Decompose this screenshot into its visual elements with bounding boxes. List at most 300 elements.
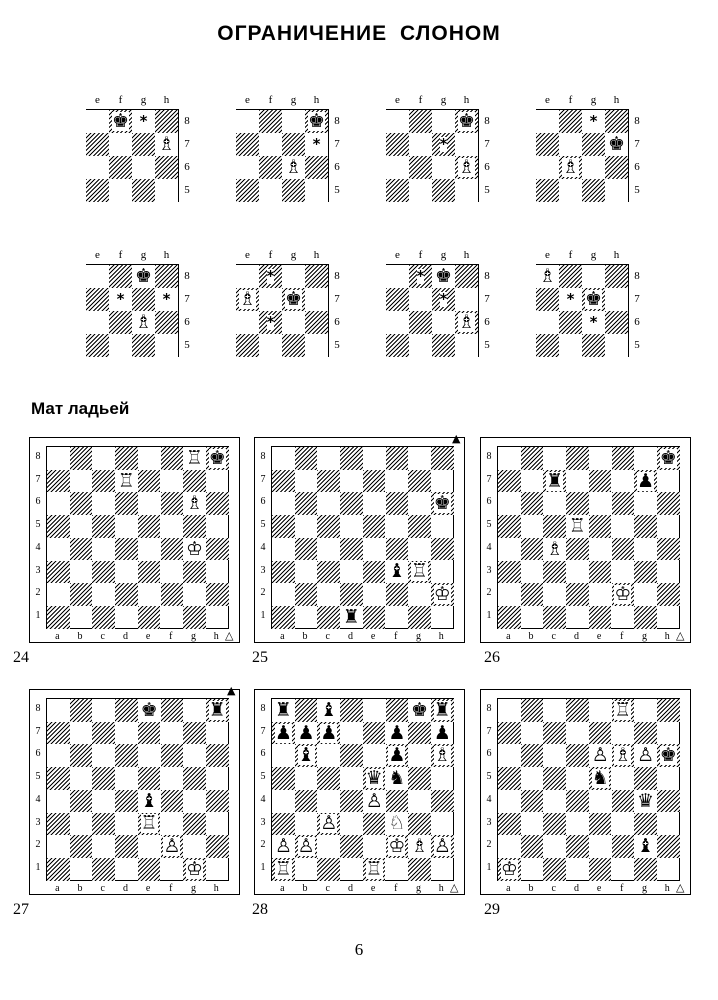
dark-square — [543, 722, 566, 745]
board-right-border — [328, 109, 329, 202]
dark-square — [582, 334, 605, 357]
black-rook-icon: ♜ — [274, 698, 292, 721]
white-pawn-icon: ♙ — [274, 835, 292, 858]
rank-label: 7 — [484, 138, 490, 150]
black-bishop-icon: ♝ — [140, 789, 158, 812]
dark-square — [566, 538, 589, 561]
dark-square — [498, 813, 521, 836]
dark-square — [408, 606, 431, 629]
dark-square — [431, 538, 454, 561]
dark-square — [282, 133, 305, 156]
dark-square — [183, 561, 206, 584]
white-triangle-icon: △ — [676, 628, 685, 642]
chess-diagram — [13, 684, 241, 929]
board-right-border — [178, 264, 179, 357]
dark-square — [498, 470, 521, 493]
file-label: g — [440, 94, 447, 106]
dark-square — [363, 813, 386, 836]
black-king-icon: ♚ — [457, 110, 476, 132]
file-label: c — [100, 882, 105, 894]
black-pawn-icon: ♟ — [388, 721, 406, 744]
dark-square — [138, 515, 161, 538]
file-label: f — [568, 249, 573, 261]
rank-label: 1 — [486, 609, 492, 621]
rank-label: 2 — [260, 587, 266, 599]
dark-square — [47, 767, 70, 790]
rank-label: 7 — [634, 293, 640, 305]
dark-square — [317, 858, 340, 881]
dark-square — [109, 311, 132, 334]
dark-square — [70, 699, 93, 722]
asterisk-icon: * — [116, 290, 125, 308]
dark-square — [605, 156, 628, 179]
dark-square — [92, 470, 115, 493]
black-knight-icon: ♞ — [388, 766, 406, 789]
dark-square — [115, 492, 138, 515]
dark-square — [183, 470, 206, 493]
rank-label: 6 — [486, 496, 492, 508]
dark-square — [409, 156, 432, 179]
dark-square — [386, 334, 409, 357]
white-triangle-icon: △ — [676, 880, 685, 894]
black-king-icon: ♚ — [659, 744, 677, 767]
black-king-icon: ♚ — [208, 446, 226, 469]
file-label: e — [395, 249, 400, 261]
rank-label: 5 — [484, 184, 490, 196]
black-rook-icon: ♜ — [546, 469, 564, 492]
dark-square — [605, 311, 628, 334]
dark-square — [386, 583, 409, 606]
dark-square — [363, 606, 386, 629]
file-label: h — [163, 249, 170, 261]
file-label: h — [213, 630, 219, 642]
file-label: e — [95, 94, 100, 106]
white-pawn-icon: ♙ — [591, 744, 609, 767]
file-label: f — [568, 94, 573, 106]
rank-label: 6 — [260, 748, 266, 760]
board-right-border — [628, 109, 629, 202]
file-label: h — [163, 94, 170, 106]
dark-square — [543, 606, 566, 629]
dark-square — [305, 156, 328, 179]
dark-square — [634, 722, 657, 745]
rank-label: 4 — [260, 793, 266, 805]
white-bishop-icon: ♗ — [457, 156, 476, 178]
dark-square — [409, 110, 432, 133]
dark-square — [86, 334, 109, 357]
rank-label: 8 — [484, 115, 490, 127]
black-knight-icon: ♞ — [591, 766, 609, 789]
dark-square — [115, 835, 138, 858]
file-label: a — [55, 882, 60, 894]
dark-square — [657, 699, 680, 722]
file-label: e — [245, 94, 250, 106]
rank-label: 8 — [486, 451, 492, 462]
file-label: g — [416, 630, 422, 642]
black-queen-icon: ♛ — [637, 789, 655, 812]
dark-square — [115, 744, 138, 767]
dark-square — [559, 265, 582, 288]
file-label: a — [55, 630, 60, 642]
white-rook-icon: ♖ — [117, 469, 135, 492]
dark-square — [455, 265, 478, 288]
dark-square — [498, 515, 521, 538]
file-label: g — [642, 882, 648, 894]
file-label: e — [95, 249, 100, 261]
rank-label: 6 — [184, 316, 190, 328]
rank-label: 8 — [634, 115, 640, 127]
white-bishop-icon: ♗ — [433, 744, 451, 767]
file-label: a — [506, 882, 511, 894]
file-label: a — [280, 882, 285, 894]
diagram-number: 25 — [252, 649, 268, 666]
asterisk-icon: * — [266, 313, 275, 331]
dark-square — [589, 470, 612, 493]
rank-label: 5 — [260, 519, 266, 531]
mini-diagram — [386, 95, 506, 210]
dark-square — [70, 744, 93, 767]
dark-square — [206, 744, 229, 767]
rank-label: 8 — [486, 703, 492, 714]
file-label: h — [213, 882, 219, 894]
asterisk-icon: * — [266, 267, 275, 285]
dark-square — [589, 722, 612, 745]
dark-square — [317, 767, 340, 790]
rank-label: 3 — [35, 564, 41, 576]
board-right-border — [628, 264, 629, 357]
dark-square — [612, 492, 635, 515]
dark-square — [536, 288, 559, 311]
dark-square — [543, 561, 566, 584]
dark-square — [295, 583, 318, 606]
asterisk-icon: * — [566, 290, 575, 308]
chess-diagram — [252, 432, 466, 677]
file-label: b — [77, 882, 83, 894]
black-bishop-icon: ♝ — [320, 698, 338, 721]
white-bishop-icon: ♗ — [614, 744, 632, 767]
file-label: h — [313, 249, 320, 261]
file-label: c — [551, 630, 556, 642]
dark-square — [566, 835, 589, 858]
file-label: e — [145, 630, 151, 642]
dark-square — [521, 538, 544, 561]
dark-square — [92, 858, 115, 881]
file-label: d — [122, 882, 128, 894]
dark-square — [317, 606, 340, 629]
dark-square — [605, 265, 628, 288]
white-rook-icon: ♖ — [568, 514, 586, 537]
file-label: h — [613, 94, 620, 106]
rank-label: 2 — [486, 839, 492, 851]
white-bishop-icon: ♗ — [457, 311, 476, 333]
black-rook-icon: ♜ — [342, 605, 360, 628]
chess-diagram — [254, 689, 466, 929]
rank-label: 7 — [634, 138, 640, 150]
dark-square — [657, 538, 680, 561]
file-label: g — [191, 630, 197, 642]
dark-square — [236, 334, 259, 357]
rank-label: 3 — [486, 816, 492, 828]
rank-label: 7 — [486, 473, 492, 485]
dark-square — [521, 447, 544, 470]
rank-label: 7 — [334, 293, 340, 305]
rank-label: 7 — [184, 293, 190, 305]
rank-label: 8 — [184, 270, 190, 282]
black-rook-icon: ♜ — [208, 698, 226, 721]
file-label: g — [191, 882, 197, 894]
dark-square — [543, 515, 566, 538]
rank-label: 4 — [486, 541, 492, 553]
dark-square — [612, 790, 635, 813]
black-king-icon: ♚ — [284, 288, 303, 310]
black-queen-icon: ♛ — [365, 766, 383, 789]
dark-square — [70, 583, 93, 606]
dark-square — [432, 334, 455, 357]
dark-square — [206, 492, 229, 515]
white-king-icon: ♔ — [500, 857, 518, 880]
file-label: e — [545, 249, 550, 261]
file-label: f — [118, 249, 123, 261]
dark-square — [47, 470, 70, 493]
dark-square — [272, 813, 295, 836]
rank-label: 1 — [486, 861, 492, 873]
file-label: e — [545, 94, 550, 106]
dark-square — [236, 133, 259, 156]
dark-square — [589, 561, 612, 584]
file-label: d — [347, 882, 353, 894]
dark-square — [566, 583, 589, 606]
file-label: h — [613, 249, 620, 261]
rank-label: 6 — [634, 316, 640, 328]
white-pawn-icon: ♙ — [365, 789, 383, 812]
chess-diagram — [480, 437, 692, 677]
dark-square — [161, 744, 184, 767]
dark-square — [161, 790, 184, 813]
white-triangle-icon: △ — [450, 880, 459, 894]
chessboard — [271, 446, 454, 629]
dark-square — [272, 606, 295, 629]
mini-diagram — [86, 95, 206, 210]
rank-label: 6 — [484, 161, 490, 173]
black-bishop-icon: ♝ — [637, 835, 655, 858]
rank-label: 6 — [484, 316, 490, 328]
dark-square — [206, 538, 229, 561]
white-knight-icon: ♘ — [388, 812, 406, 835]
white-rook-icon: ♖ — [365, 857, 383, 880]
dark-square — [657, 790, 680, 813]
dark-square — [272, 470, 295, 493]
dark-square — [47, 606, 70, 629]
file-label: e — [370, 882, 376, 894]
file-label: f — [620, 630, 624, 642]
mini-diagram — [86, 250, 206, 365]
file-label: h — [463, 249, 470, 261]
dark-square — [92, 606, 115, 629]
white-bishop-icon: ♗ — [157, 133, 176, 155]
rank-label: 5 — [634, 339, 640, 351]
black-rook-icon: ♜ — [433, 698, 451, 721]
dark-square — [589, 606, 612, 629]
file-label: g — [290, 249, 297, 261]
rank-label: 6 — [35, 496, 41, 508]
rank-label: 5 — [484, 339, 490, 351]
dark-square — [47, 561, 70, 584]
dark-square — [431, 790, 454, 813]
file-label: g — [140, 249, 147, 261]
white-rook-icon: ♖ — [140, 812, 158, 835]
dark-square — [521, 699, 544, 722]
dark-square — [386, 538, 409, 561]
dark-square — [115, 699, 138, 722]
rank-label: 8 — [35, 703, 41, 714]
dark-square — [138, 767, 161, 790]
dark-square — [115, 790, 138, 813]
rank-label: 6 — [634, 161, 640, 173]
diagram-number: 27 — [13, 901, 29, 918]
dark-square — [543, 858, 566, 881]
white-bishop-icon: ♗ — [186, 492, 204, 515]
rank-label: 8 — [334, 115, 340, 127]
white-bishop-icon: ♗ — [284, 156, 303, 178]
asterisk-icon: * — [139, 112, 148, 130]
black-pawn-icon: ♟ — [637, 469, 655, 492]
dark-square — [161, 492, 184, 515]
dark-square — [109, 265, 132, 288]
board-right-border — [478, 264, 479, 357]
dark-square — [317, 515, 340, 538]
dark-square — [521, 492, 544, 515]
mini-diagram — [236, 95, 356, 210]
rank-label: 1 — [260, 861, 266, 873]
diagram-number: 29 — [484, 901, 500, 918]
white-bishop-icon: ♗ — [561, 156, 580, 178]
black-king-icon: ♚ — [584, 288, 603, 310]
rank-label: 1 — [35, 609, 41, 621]
dark-square — [605, 110, 628, 133]
dark-square — [386, 447, 409, 470]
dark-square — [259, 156, 282, 179]
dark-square — [498, 767, 521, 790]
dark-square — [161, 583, 184, 606]
rank-label: 7 — [334, 138, 340, 150]
dark-square — [432, 179, 455, 202]
dark-square — [634, 515, 657, 538]
file-label: f — [268, 249, 273, 261]
rank-label: 7 — [35, 473, 41, 485]
file-label: b — [302, 882, 308, 894]
black-king-icon: ♚ — [134, 265, 153, 287]
dark-square — [657, 492, 680, 515]
file-label: b — [528, 882, 534, 894]
dark-square — [340, 492, 363, 515]
dark-square — [634, 606, 657, 629]
rank-label: 6 — [334, 161, 340, 173]
dark-square — [295, 790, 318, 813]
dark-square — [47, 858, 70, 881]
dark-square — [259, 110, 282, 133]
mini-diagram — [386, 250, 506, 365]
dark-square — [70, 447, 93, 470]
rank-label: 8 — [484, 270, 490, 282]
dark-square — [138, 606, 161, 629]
chess-diagram — [480, 689, 692, 929]
dark-square — [657, 835, 680, 858]
white-bishop-icon: ♗ — [546, 537, 564, 560]
dark-square — [363, 515, 386, 538]
chess-diagram — [13, 437, 241, 677]
dark-square — [536, 179, 559, 202]
dark-square — [409, 311, 432, 334]
white-bishop-icon: ♗ — [538, 265, 557, 287]
dark-square — [206, 583, 229, 606]
dark-square — [363, 470, 386, 493]
rank-label: 6 — [334, 316, 340, 328]
dark-square — [138, 561, 161, 584]
white-bishop-icon: ♗ — [134, 311, 153, 333]
file-label: c — [551, 882, 556, 894]
rank-label: 2 — [35, 839, 41, 851]
dark-square — [408, 722, 431, 745]
white-triangle-icon: △ — [225, 628, 234, 642]
white-king-icon: ♔ — [614, 583, 632, 606]
rank-label: 7 — [184, 138, 190, 150]
black-bishop-icon: ♝ — [297, 744, 315, 767]
white-king-icon: ♔ — [433, 583, 451, 606]
dark-square — [498, 722, 521, 745]
file-label: c — [100, 630, 105, 642]
dark-square — [92, 813, 115, 836]
file-label: h — [664, 630, 670, 642]
file-label: h — [664, 882, 670, 894]
dark-square — [236, 179, 259, 202]
file-label: d — [573, 882, 579, 894]
file-label: e — [245, 249, 250, 261]
white-bishop-icon: ♗ — [411, 835, 429, 858]
rank-label: 2 — [260, 839, 266, 851]
rank-label: 8 — [260, 703, 266, 714]
black-triangle-icon: ▲ — [227, 684, 236, 697]
dark-square — [559, 110, 582, 133]
dark-square — [498, 606, 521, 629]
asterisk-icon: * — [439, 135, 448, 153]
dark-square — [92, 722, 115, 745]
dark-square — [386, 179, 409, 202]
black-bishop-icon: ♝ — [388, 560, 406, 583]
dark-square — [295, 447, 318, 470]
file-label: g — [140, 94, 147, 106]
dark-square — [536, 133, 559, 156]
black-king-icon: ♚ — [433, 492, 451, 515]
file-label: g — [416, 882, 422, 894]
black-king-icon: ♚ — [659, 446, 677, 469]
dark-square — [340, 583, 363, 606]
dark-square — [295, 492, 318, 515]
mini-diagram — [536, 95, 656, 210]
dark-square — [132, 133, 155, 156]
page-number: 6 — [354, 940, 364, 959]
rank-label: 6 — [184, 161, 190, 173]
rank-label: 1 — [35, 861, 41, 873]
dark-square — [634, 813, 657, 836]
file-label: g — [440, 249, 447, 261]
dark-square — [86, 288, 109, 311]
white-pawn-icon: ♙ — [320, 812, 338, 835]
rank-label: 6 — [486, 748, 492, 760]
black-king-icon: ♚ — [434, 265, 453, 287]
dark-square — [634, 767, 657, 790]
white-king-icon: ♔ — [186, 857, 204, 880]
file-label: h — [463, 94, 470, 106]
